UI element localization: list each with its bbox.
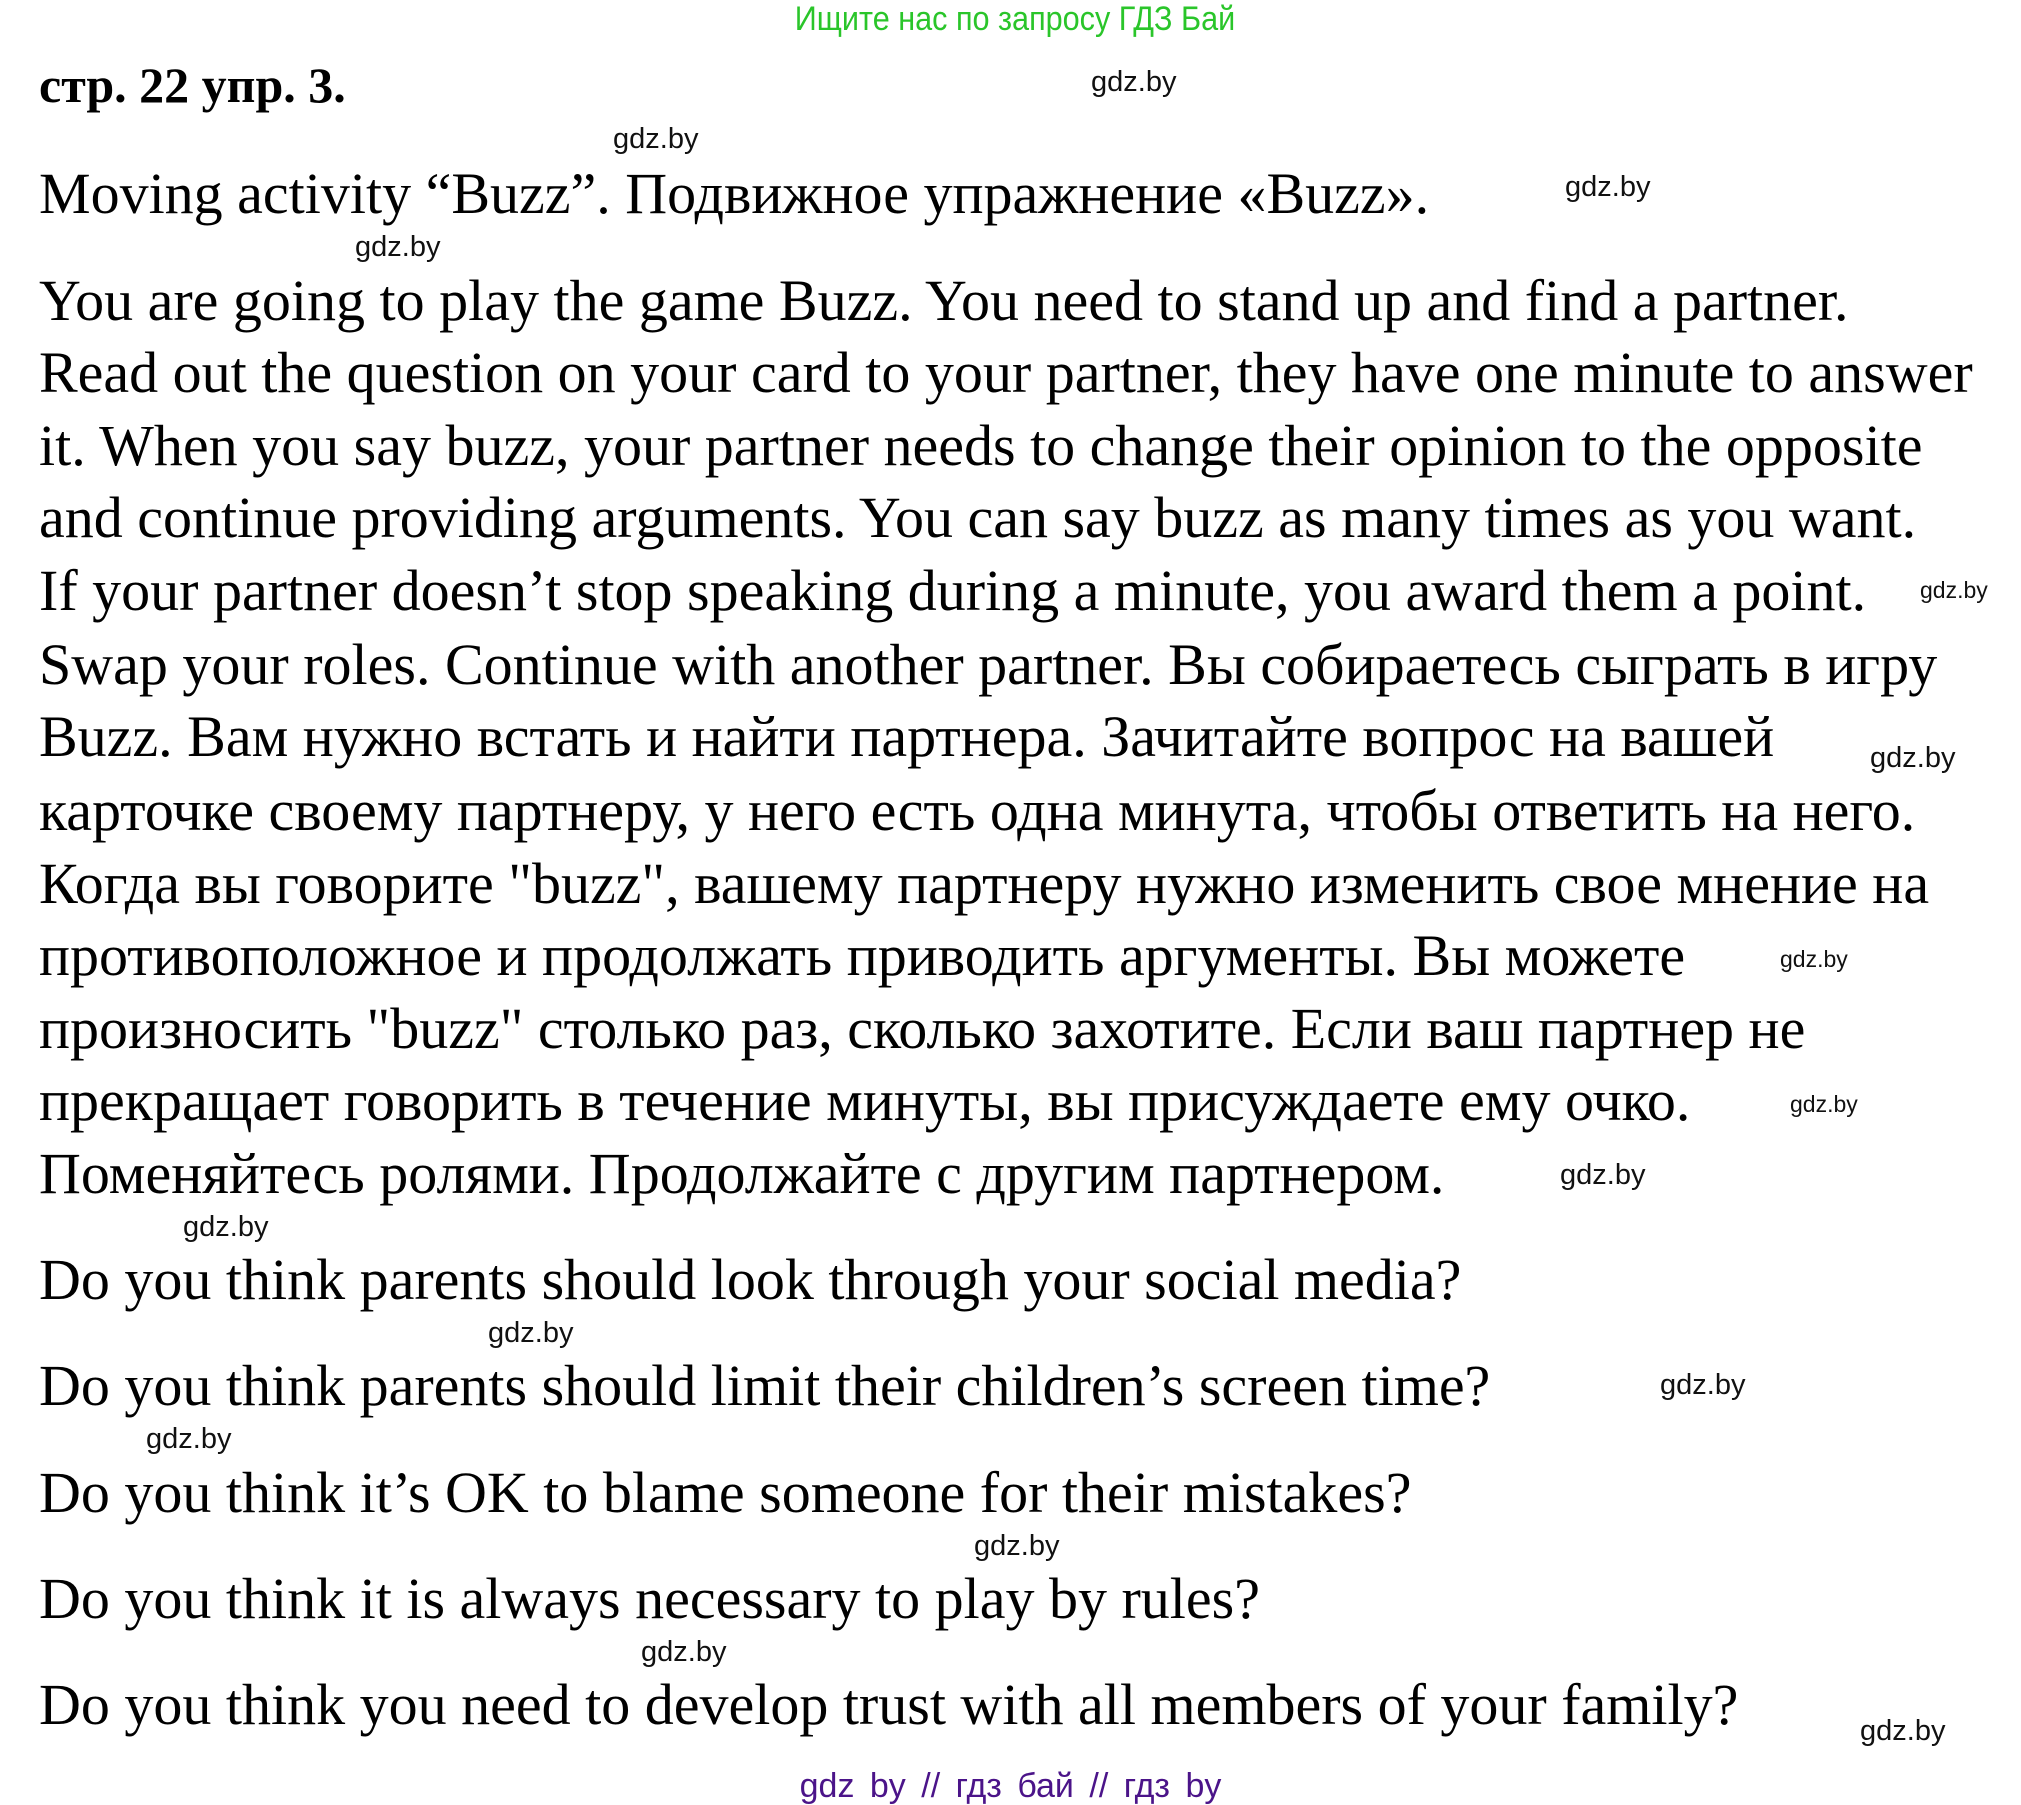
header-banner: Ищите нас по запросу ГДЗ Бай	[794, 0, 1236, 38]
question-item: Do you think you need to develop trust with all members of your family?	[39, 1672, 1739, 1737]
watermark: gdz.by	[1780, 946, 1848, 972]
watermark: gdz.by	[183, 1211, 269, 1243]
watermark: gdz.by	[1870, 742, 1956, 774]
page-title: стр. 22 упр. 3.	[39, 57, 346, 113]
paragraph-line: Поменяйтесь ролями. Продолжайте с другим партнером.	[39, 1141, 1445, 1206]
question-item: Do you think parents should look through your social media?	[39, 1247, 1462, 1312]
watermark: gdz.by	[1660, 1369, 1746, 1401]
watermark: gdz.by	[1790, 1091, 1858, 1117]
watermark: gdz.by	[1560, 1159, 1646, 1191]
paragraph-line: Когда вы говорите "buzz", вашему партнеру нужно изменить свое мнение на	[39, 851, 1930, 916]
paragraph-line: If your partner doesn’t stop speaking during a minute, you award them a point.	[39, 558, 1867, 623]
question-item: Do you think parents should limit their children’s screen time?	[39, 1353, 1491, 1418]
paragraph-line: and continue providing arguments. You can say buzz as many times as you want.	[39, 485, 1917, 550]
watermark: gdz.by	[641, 1636, 727, 1668]
watermark: gdz.by	[1091, 66, 1177, 98]
paragraph-line: Buzz. Вам нужно встать и найти партнера. Зачитайте вопрос на вашей	[39, 704, 1775, 769]
watermark: gdz.by	[146, 1423, 232, 1455]
watermark: gdz.by	[1920, 577, 1988, 603]
paragraph-line: You are going to play the game Buzz. You need to stand up and find a partner.	[39, 268, 1849, 333]
paragraph-line: Read out the question on your card to your partner, they have one minute to answer	[39, 340, 1973, 405]
paragraph-line: карточке своему партнеру, у него есть одна минута, чтобы ответить на него.	[39, 778, 1916, 843]
paragraph-line: произносить "buzz" столько раз, сколько захотите. Если ваш партнер не	[39, 996, 1806, 1061]
exercise-subtitle: Moving activity “Buzz”. Подвижное упражнение «Buzz».	[39, 161, 1430, 226]
question-item: Do you think it is always necessary to play by rules?	[39, 1566, 1260, 1631]
watermark: gdz.by	[974, 1530, 1060, 1562]
watermark: gdz.by	[1565, 171, 1651, 203]
question-item: Do you think it’s OK to blame someone for their mistakes?	[39, 1460, 1412, 1525]
footer-links: gdz by // гдз бай // гдз by	[799, 1767, 1222, 1805]
paragraph-line: противоположное и продолжать приводить аргументы. Вы можете	[39, 923, 1686, 988]
watermark: gdz.by	[488, 1317, 574, 1349]
watermark: gdz.by	[1860, 1715, 1946, 1747]
paragraph-line: Swap your roles. Continue with another partner. Вы собираетесь сыграть в игру	[39, 632, 1938, 697]
paragraph-line: прекращает говорить в течение минуты, вы присуждаете ему очко.	[39, 1068, 1691, 1133]
watermark: gdz.by	[613, 123, 699, 155]
watermark: gdz.by	[355, 231, 441, 263]
paragraph-line: it. When you say buzz, your partner needs to change their opinion to the opposite	[39, 413, 1923, 478]
